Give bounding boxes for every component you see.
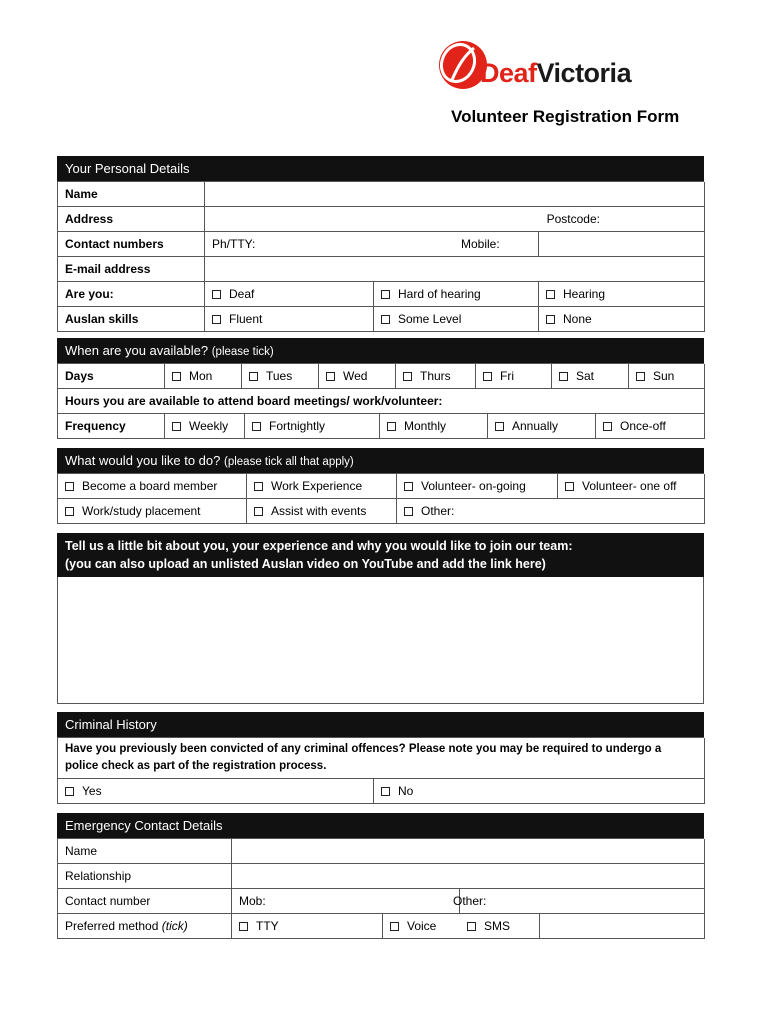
criminal-question: Have you previously been convicted of any criminal offences? Please note you may be required to undergo a police check as part of the registration process.	[58, 738, 705, 779]
emergency-name-label: Name	[58, 839, 232, 864]
freq-monthly[interactable]: Monthly	[380, 414, 488, 439]
day-fri[interactable]: Fri	[476, 364, 552, 389]
emergency-contact-header: Emergency Contact Details	[57, 813, 704, 838]
logo-wordmark	[480, 58, 631, 89]
availability-section	[57, 338, 704, 439]
auslan-fluent-option[interactable]: Fluent	[205, 307, 374, 332]
criminal-history-header: Criminal History	[57, 712, 704, 737]
activities-header: What would you like to do? (please tick all that apply)	[57, 448, 704, 473]
checkbox-icon[interactable]	[483, 372, 492, 381]
day-sat[interactable]: Sat	[552, 364, 629, 389]
about-header	[57, 533, 704, 577]
day-thurs[interactable]: Thurs	[396, 364, 476, 389]
checkbox-icon[interactable]	[404, 482, 413, 491]
checkbox-icon[interactable]	[565, 482, 574, 491]
checkbox-icon[interactable]	[546, 290, 555, 299]
checkbox-icon[interactable]	[387, 422, 396, 431]
checkbox-icon[interactable]	[172, 372, 181, 381]
checkbox-icon[interactable]	[381, 787, 390, 796]
checkbox-icon[interactable]	[636, 372, 645, 381]
freq-weekly[interactable]: Weekly	[165, 414, 245, 439]
mobile-label: Mobile:	[461, 237, 500, 251]
availability-header: When are you available? (please tick)	[57, 338, 704, 363]
checkbox-icon[interactable]	[239, 922, 248, 931]
frequency-label: Frequency	[58, 414, 165, 439]
checkbox-icon[interactable]	[404, 507, 413, 516]
email-field[interactable]	[205, 257, 705, 282]
freq-fortnightly[interactable]: Fortnightly	[245, 414, 380, 439]
mobile-field[interactable]	[454, 232, 705, 257]
email-label: E-mail address	[58, 257, 205, 282]
are-you-label: Are you:	[58, 282, 205, 307]
checkbox-icon[interactable]	[403, 372, 412, 381]
other-field[interactable]	[446, 889, 705, 914]
activity-work-experience[interactable]: Work Experience	[247, 474, 397, 499]
activity-assist-events[interactable]: Assist with events	[247, 499, 397, 524]
name-field[interactable]	[205, 182, 705, 207]
relationship-field[interactable]	[232, 864, 705, 889]
checkbox-icon[interactable]	[381, 315, 390, 324]
mob-field[interactable]	[232, 889, 460, 914]
relationship-label: Relationship	[58, 864, 232, 889]
activities-section	[57, 448, 704, 524]
criminal-history-section	[57, 712, 704, 804]
checkbox-icon[interactable]	[252, 422, 261, 431]
personal-details-header: Your Personal Details	[57, 156, 704, 181]
about-line-1: Tell us a little bit about you, your experience and why you would like to join our team:	[65, 539, 573, 553]
contact-numbers-label: Contact numbers	[58, 232, 205, 257]
checkbox-icon[interactable]	[172, 422, 181, 431]
mob-label: Mob:	[239, 894, 266, 908]
auslan-none-option[interactable]: None	[539, 307, 705, 332]
are-you-hearing-option[interactable]: Hearing	[539, 282, 705, 307]
are-you-hoh-option[interactable]: Hard of hearing	[374, 282, 539, 307]
name-label: Name	[58, 182, 205, 207]
emergency-name-field[interactable]	[232, 839, 705, 864]
checkbox-icon[interactable]	[467, 922, 476, 931]
method-voice[interactable]: Voice	[383, 914, 540, 939]
freq-once-off[interactable]: Once-off	[596, 414, 705, 439]
emergency-contact-section	[57, 813, 704, 939]
checkbox-icon[interactable]	[212, 290, 221, 299]
other-label: Other:	[453, 894, 487, 908]
checkbox-icon[interactable]	[65, 507, 74, 516]
about-section	[57, 533, 704, 704]
emergency-contact-label: Contact number	[58, 889, 232, 914]
auslan-skills-label: Auslan skills	[58, 307, 205, 332]
auslan-some-option[interactable]: Some Level	[374, 307, 539, 332]
criminal-no-option[interactable]: No	[374, 779, 705, 804]
days-label: Days	[58, 364, 165, 389]
checkbox-icon[interactable]	[65, 482, 74, 491]
criminal-yes-option[interactable]: Yes	[58, 779, 374, 804]
method-tty[interactable]: TTY	[232, 914, 383, 939]
logo-text-deaf: Deaf	[480, 58, 537, 88]
method-sms[interactable]: SMS	[460, 914, 705, 939]
about-textarea[interactable]	[57, 577, 704, 704]
activity-other[interactable]: Other:	[397, 499, 705, 524]
checkbox-icon[interactable]	[546, 315, 555, 324]
day-sun[interactable]: Sun	[629, 364, 705, 389]
activity-work-study[interactable]: Work/study placement	[58, 499, 247, 524]
activity-volunteer-one-off[interactable]: Volunteer- one off	[558, 474, 705, 499]
checkbox-icon[interactable]	[254, 482, 263, 491]
ph-tty-label: Ph/TTY:	[212, 237, 256, 251]
checkbox-icon[interactable]	[326, 372, 335, 381]
hours-label: Hours you are available to attend board meetings/ work/volunteer:	[58, 389, 705, 414]
about-line-2: (you can also upload an unlisted Auslan video on YouTube and add the link here)	[65, 557, 546, 571]
preferred-method-label: Preferred method (tick)	[58, 914, 232, 939]
address-label: Address	[58, 207, 205, 232]
page-title: Volunteer Registration Form	[451, 107, 680, 126]
checkbox-icon[interactable]	[559, 372, 568, 381]
day-tues[interactable]: Tues	[242, 364, 319, 389]
day-wed[interactable]: Wed	[319, 364, 396, 389]
personal-details-section	[57, 156, 704, 332]
checkbox-icon[interactable]	[381, 290, 390, 299]
activity-board-member[interactable]: Become a board member	[58, 474, 247, 499]
postcode-label: Postcode:	[546, 212, 600, 226]
logo-text-victoria: Victoria	[536, 58, 632, 88]
checkbox-icon[interactable]	[249, 372, 258, 381]
checkbox-icon[interactable]	[212, 315, 221, 324]
are-you-deaf-option[interactable]: Deaf	[205, 282, 374, 307]
checkbox-icon[interactable]	[390, 922, 399, 931]
freq-annually[interactable]: Annually	[488, 414, 596, 439]
checkbox-icon[interactable]	[65, 787, 74, 796]
day-mon[interactable]: Mon	[165, 364, 242, 389]
activity-volunteer-ongoing[interactable]: Volunteer- on-going	[397, 474, 558, 499]
checkbox-icon[interactable]	[603, 422, 612, 431]
checkbox-icon[interactable]	[495, 422, 504, 431]
address-field[interactable]	[205, 207, 705, 232]
checkbox-icon[interactable]	[254, 507, 263, 516]
